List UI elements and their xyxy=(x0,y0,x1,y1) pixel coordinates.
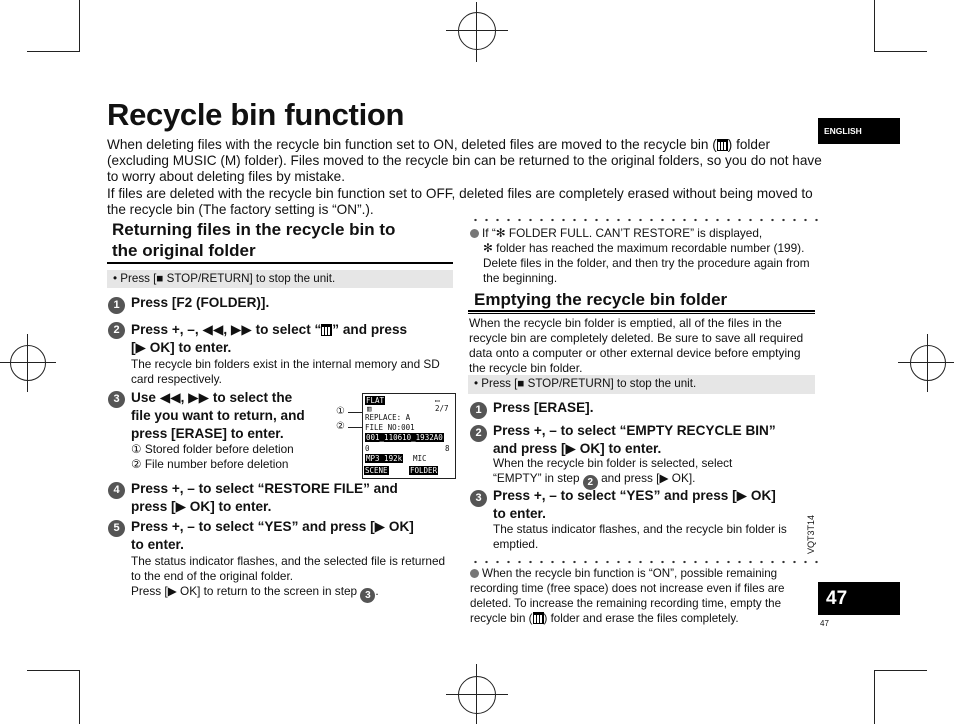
lcd-file-count: 2/7 xyxy=(435,404,449,413)
doc-code: VQT3T14 xyxy=(806,514,816,554)
recycle-bin-icon xyxy=(321,324,332,336)
page-title: Recycle bin function xyxy=(107,97,405,132)
step-3-heading-1: Use ◀◀, ▶▶ to select the xyxy=(131,390,293,405)
step-1-heading: Press [F2 (FOLDER)]. xyxy=(131,295,270,310)
step-3-body xyxy=(131,442,294,472)
step-5-marker: 5 xyxy=(108,520,125,537)
step-4-heading-2: press [▶ OK] to enter. xyxy=(131,499,272,514)
folder-icon: ▥ xyxy=(367,404,372,413)
step-3-heading xyxy=(131,389,305,443)
recycle-bin-icon xyxy=(717,139,728,151)
r-step-2-body-2b: and press [▶ OK]. xyxy=(597,471,696,485)
lcd-eq-label: FLAT xyxy=(366,396,385,405)
stop-note-right: • Press [■ STOP/RETURN] to stop the unit. xyxy=(468,375,815,394)
step-4-marker: 4 xyxy=(108,482,125,499)
r-step-2-marker: 2 xyxy=(470,425,487,442)
lcd-file-name: 001_110610_1932A0 xyxy=(366,433,443,442)
step-5-body xyxy=(131,554,446,603)
step-3-heading-2: file you want to return, and xyxy=(131,408,305,423)
page-number-tab: 47 xyxy=(818,582,900,615)
intro-p1-b: ) folder (excluding MUSIC (M) folder). Files moved to the recycle bin can be returned to the original folders, so you do not have to worry about deleting files by mistake. xyxy=(107,137,822,185)
intro-text xyxy=(107,137,822,218)
r-step-2-body-2a: “EMPTY” in step xyxy=(493,471,583,485)
step-2-marker: 2 xyxy=(108,322,125,339)
r-step-2-heading xyxy=(493,422,776,458)
recycle-on-tip-a: When the recycle bin function is “ON”, possible remaining recording time (free space) does not increase even if files are deleted. To increase the remaining recording time, empty the recycle bin ( xyxy=(470,567,785,625)
section-rule-right xyxy=(468,310,815,312)
dotted-divider-top xyxy=(470,218,818,222)
step-3-heading-3: press [ERASE] to enter. xyxy=(131,426,284,441)
recycle-on-tip xyxy=(470,566,815,626)
stop-note: • Press [■ STOP/RETURN] to stop the unit. xyxy=(107,270,453,288)
section-rule xyxy=(107,262,453,264)
r-step-3-heading-2: to enter. xyxy=(493,506,546,521)
r-step-1-heading: Press [ERASE]. xyxy=(493,400,594,415)
r-step-1-marker: 1 xyxy=(470,402,487,419)
lcd-scene-button: SCENE xyxy=(365,466,388,475)
step-5-heading xyxy=(131,518,414,554)
step-2-heading-c: [▶ OK] to enter. xyxy=(131,340,232,355)
step-2-heading xyxy=(131,321,453,357)
r-step-3-marker: 3 xyxy=(470,490,487,507)
r-step-3-body: The status indicator flashes, and the recycle bin folder is emptied. xyxy=(493,522,787,551)
step-5-body-2 xyxy=(131,584,446,603)
step-5-body-1: The status indicator flashes, and the selected file is returned to the end of the original folder. xyxy=(131,554,446,583)
step-1-marker: 1 xyxy=(108,297,125,314)
lcd-folder-button: FOLDER xyxy=(410,466,438,475)
tip-bullet-icon xyxy=(470,569,479,578)
lcd-time-start: 0 xyxy=(365,444,370,453)
step-2-heading-b: ” and press xyxy=(332,322,408,337)
lcd-replace: REPLACE: A xyxy=(365,413,411,422)
lcd-mic: MIC xyxy=(413,454,427,463)
r-step-3-heading-1: Press +, – to select “YES” and press [▶ OK] xyxy=(493,488,776,503)
callout-2-line xyxy=(348,427,363,428)
callout-2: ② xyxy=(336,421,345,432)
step-2-body: The recycle bin folders exist in the internal memory and SD card respectively. xyxy=(131,357,440,386)
r-step-3-heading xyxy=(493,487,776,523)
recycle-on-tip-b: ) folder and erase the files completely. xyxy=(543,612,739,625)
step-4-heading xyxy=(131,480,398,516)
step-5-heading-2: to enter. xyxy=(131,537,184,552)
device-screen xyxy=(362,393,456,479)
emptying-intro: When the recycle bin folder is emptied, all of the files in the recycle bin are completely deleted. Be sure to save all required data onto a computer or other external device before emptying the recycle bin folder. xyxy=(469,316,804,375)
section-title-emptying: Emptying the recycle bin folder xyxy=(474,290,728,309)
battery-icon: ▭ xyxy=(435,396,440,405)
step-5-body-2a: Press [▶ OK] to return to the screen in step xyxy=(131,584,361,598)
step-3-body-2: ② File number before deletion xyxy=(131,457,289,471)
step-ref-3: 3 xyxy=(360,588,375,603)
tip-bullet-icon xyxy=(470,229,479,238)
r-step-2-body xyxy=(493,456,732,490)
callout-1-line xyxy=(348,412,363,413)
folder-full-tip xyxy=(470,226,810,286)
section-title-line1: Returning files in the recycle bin to xyxy=(112,220,396,239)
lcd-file-no: FILE NO:001 xyxy=(365,423,415,432)
r-step-2-heading-2: and press [▶ OK] to enter. xyxy=(493,441,662,456)
step-4-heading-1: Press +, – to select “RESTORE FILE” and xyxy=(131,481,398,496)
recycle-bin-icon xyxy=(533,612,544,624)
section-rule-right-thin xyxy=(468,313,815,314)
language-tab: ENGLISH xyxy=(818,118,900,144)
step-3-body-1: ① Stored folder before deletion xyxy=(131,442,294,456)
section-title-returning xyxy=(112,219,395,261)
step-5-body-2b: . xyxy=(375,584,379,598)
step-5-heading-1: Press +, – to select “YES” and press [▶ OK] xyxy=(131,519,414,534)
step-3-marker: 3 xyxy=(108,391,125,408)
section-title-line2: the original folder xyxy=(112,241,256,260)
intro-p1-a: When deleting files with the recycle bin function set to ON, deleted files are moved to the recycle bin ( xyxy=(107,137,717,152)
folder-full-tip-b: ✻ folder has reached the maximum recordable number (199). Delete files in the folder, and then try the procedure again from the beginning. xyxy=(483,241,810,285)
lcd-format: MP3 192k xyxy=(366,454,403,463)
folder-full-tip-a: If “✻ FOLDER FULL. CAN’T RESTORE” is displayed, xyxy=(482,226,763,240)
dotted-divider-bottom xyxy=(470,560,818,564)
step-2-heading-a: Press +, –, ◀◀, ▶▶ to select “ xyxy=(131,322,322,337)
r-step-2-heading-1: Press +, – to select “EMPTY RECYCLE BIN” xyxy=(493,423,776,438)
r-step-2-body-1: When the recycle bin folder is selected, select xyxy=(493,456,733,470)
page-number-small: 47 xyxy=(820,619,829,628)
intro-p2: If files are deleted with the recycle bin function set to OFF, deleted files are completely erased without being moved to the recycle bin (The factory setting is “ON”.). xyxy=(107,185,813,217)
lcd-time-end: 8 xyxy=(445,444,450,453)
step-ref-2: 2 xyxy=(583,475,598,490)
callout-1: ① xyxy=(336,406,345,417)
